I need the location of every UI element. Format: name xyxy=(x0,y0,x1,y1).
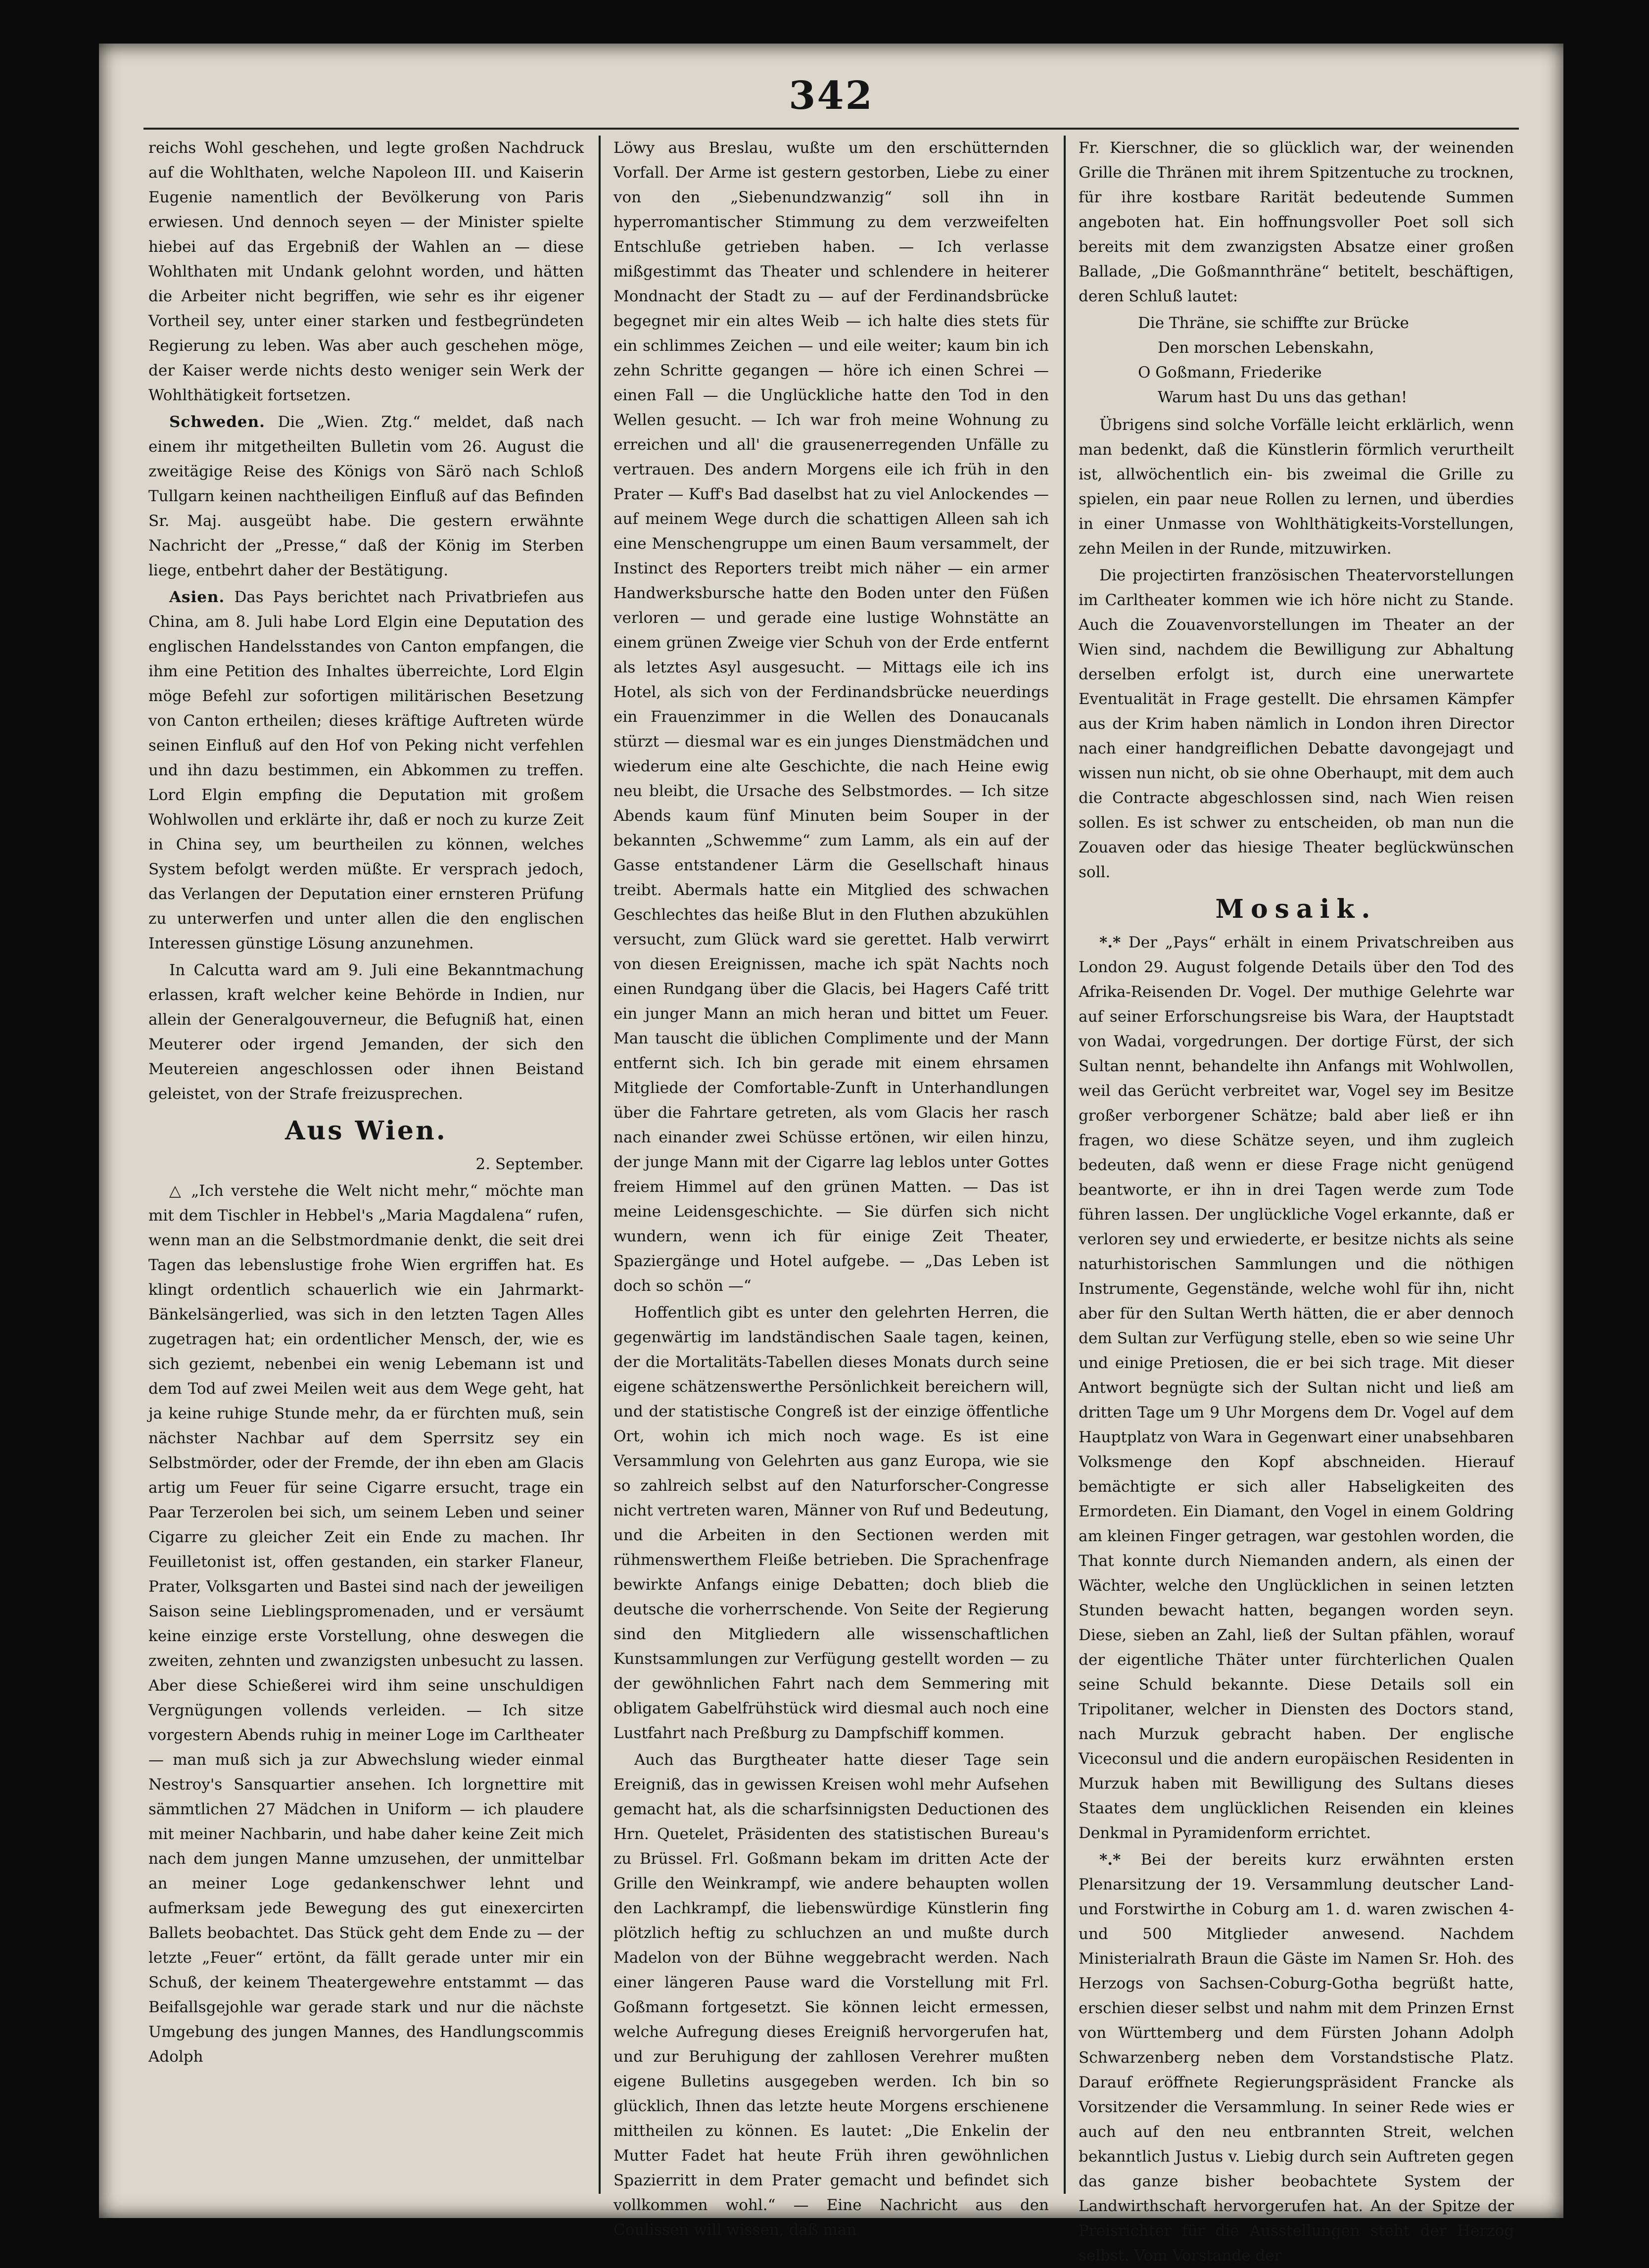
article-paragraph xyxy=(1079,136,1514,309)
paragraph-text: Löwy aus Breslau, wußte um den erschütternden Vorfall. Der Arme ist gestern gestorben, Liebe zu einer von den „Siebenundzwanzig“ soll ihn in hyperromantischer Stimmung zu dem verzweifelten Entschluße getrieben haben. — Ich verlasse mißgestimmt das Theater und schlendere in heiterer Mondnacht der Stadt zu — auf der Ferdinandsbrücke begegnet mir ein altes Weib — ich halte dies stets für ein schlimmes Zeichen — und eile weiter; kaum bin ich zehn Schritte gegangen — höre ich einen Schrei — einen Fall — die Unglückliche hatte den Tod in den Wellen gesucht. — Ich war froh meine Wohnung zu erreichen und all' die grausenerregenden Unfälle zu vertrauen. Des andern Morgens eile ich früh in den Prater — Kuff's Bad daselbst hat zu viel Anlockendes — auf meinem Wege durch die schattigen Alleen sah ich eine Menschengruppe um einen Baum versammelt, der Instinct des Reporters treibt mich näher — ein armer Handwerksbursche hatte den Boden unter den Füßen verloren — und gerade eine lustige Wohnstätte an einem grünen Zweige vier Schuh von der Erde entfernt als letztes Asyl ausgesucht. — Mittags eile ich ins Hotel, als sich von der Ferdinandsbrücke neuerdings ein Frauenzimmer in die Wellen des Donaucanals stürzt — diesmal war es ein junges Dienstmädchen und wiederum eine alte Geschichte, die nach Heine ewig neu bleibt, die Ursache des Selbstmordes. — Ich sitze Abends kaum fünf Minuten beim Souper in der bekannten „Schwemme“ zum Lamm, als ein auf der Gasse entstandener Lärm die Gesellschaft hinaus treibt. Abermals hatte ein Mitglied des schwachen Geschlechtes das heiße Blut in den Fluthen abzukühlen versucht, zum Glück ward sie gerettet. Halb verwirrt von diesen Ereignissen, mache ich spät Nachts noch einen Rundgang über die Glacis, bei Hagers Café tritt ein junger Mann an mich heran und bittet um Feuer. Man tauscht die üblichen Complimente und der Mann entfernt sich. Ich bin gerade mit einem ehrsamen Mitgliede der Comfortable-Zunft in Unterhandlungen über die Fahrtare getreten, als vom Glacis her rasch nach einander zwei Schüsse ertönen, wir eilen hinzu, der junge Mann mit der Cigarre lag leblos unter Gottes freiem Himmel auf den grünen Matten. — Das ist meine Leidensgeschichte. — Sie dürfen sich nicht wundern, wenn ich für einige Zeit Theater, Spaziergänge und Hotel aufgebe. — „Das Leben ist doch so schön —“ xyxy=(613,139,1049,1295)
paragraph-text: Der „Pays“ erhält in einem Privatschreiben aus London 29. August folgende Details über den Tod des Afrika-Reisenden Dr. Vogel. Der muthige Gelehrte war auf seiner Erforschungsreise bis Wara, der Hauptstadt von Wadai, vorgedrungen. Der dortige Fürst, der sich Sultan nennt, behandelte ihn Anfangs mit Wohlwollen, weil das Gerücht verbreitet war, Vogel sey im Besitze großer verborgener Schätze; bald aber ließ er ihn fragen, wo diese Schätze seyen, und ihm zugleich bedeuten, daß wenn er diese Frage nicht genügend beantworte, er ihn in drei Tagen werde zum Tode führen lassen. Der unglückliche Vogel erkannte, daß er verloren sey und erwiederte, er besitze nichts als seine naturhistorischen Sammlungen und die nöthigen Instrumente, Gegenstände, welche wohl für ihn, nicht aber für den Sultan Werth hätten, die er aber dennoch dem Sultan zur Verfügung stelle, eben so wie seine Uhr und einige Pretiosen, die er bei sich trage. Mit dieser Antwort begnügte sich der Sultan nicht und ließ am dritten Tage um 9 Uhr Morgens dem Dr. Vogel auf dem Hauptplatz von Wara in Gegenwart einer unabsehbaren Volksmenge den Kopf abschneiden. Hierauf bemächtigte er sich aller Habseligkeiten des Ermordeten. Ein Diamant, den Vogel in einem Goldring am kleinen Finger getragen, war gestohlen worden, die That konnte durch Niemanden andern, als einen der Wächter, welche den Unglücklichen in seinen letzten Stunden bewacht hatten, begangen worden seyn. Diese, sieben an Zahl, ließ der Sultan pfählen, worauf der eigentliche Thäter unter fürchterlichen Qualen seine Schuld bekannte. Diese Details soll ein Tripolitaner, welcher in Diensten des Doctors stand, nach Murzuk gebracht haben. Der englische Viceconsul und die andern europäischen Residenten in Murzuk haben mit Bewilligung des Sultans dieses Staates dem unglücklichen Reisenden ein kleines Denkmal in Pyramidenform errichtet. xyxy=(1079,934,1514,1842)
paragraph-mark: △ xyxy=(169,1182,184,1200)
article-paragraph xyxy=(613,1300,1049,1746)
column-divider-2 xyxy=(1064,136,1066,2194)
paragraph-text: „Ich verstehe die Welt nicht mehr,“ möchte man mit dem Tischler in Hebbel's „Maria Magdalena“ rufen, wenn man an die Selbstmordmanie denkt, die seit drei Tagen das lebenslustige frohe Wien ergriffen hat. Es klingt ordentlich schauerlich wie ein Jahrmarkt-Bänkelsängerlied, was sich in den letzten Tagen Alles zugetragen hat; ein ordentlicher Mensch, der, wie es sich geziemt, nebenbei ein wenig Lebemann ist und dem Tod auf zwei Meilen weit aus dem Wege geht, hat ja keine ruhige Stunde mehr, da er fürchten muß, sein nächster Nachbar auf dem Sperrsitz sey ein Selbstmörder, oder der Fremde, der ihn eben am Glacis artig um Feuer für seine Cigarre ersucht, trage ein Paar Terzerolen bei sich, um seinem Leben und seiner Cigarre zu gleicher Zeit ein Ende zu machen. Ihr Feuilletonist ist, offen gestanden, ein starker Flaneur, Prater, Volksgarten und Bastei sind nach der jeweiligen Saison seine Lieblingspromenaden, und er versäumt keine einzige erste Vorstellung, ohne deswegen die zweiten, zehnten und zwanzigsten unbesucht zu lassen. Aber diese Schießerei wird ihm seine unschuldigen Vergnügungen vollends verleiden. — Ich sitze vorgestern Abends ruhig in meiner Loge im Carltheater — man muß sich ja zur Abwechslung wieder einmal Nestroy's Sansquartier ansehen. Ich lorgnettire mit sämmtlichen 27 Mädchen in Uniform — ich plaudere mit meiner Nachbarin, und habe daher keine Zeit mich nach dem jungen Manne umzusehen, der unmittelbar an meiner Loge gedankenschwer lehnt und aufmerksam jede Bewegung des gut einexercirten Ballets beobachtet. Das Stück geht dem Ende zu — der letzte „Feuer“ ertönt, da fällt gerade unter mir ein Schuß, der keinem Theatergewehre entstammt — das Beifallsgejohle war gerade stark und nur die nächste Umgebung des jungen Mannes, des Handlungscommis Adolph xyxy=(148,1182,584,2066)
paragraph-text: Übrigens sind solche Vorfälle leicht erklärlich, wenn man bedenkt, daß die Künstlerin förmlich verurtheilt ist, allwöchentlich ein- bis zweimal die Grille zu spielen, ein paar neue Rollen zu lernen, und überdies in einer Unmasse von Wohlthätigkeits-Vorstellungen, zehn Meilen in der Runde, mitzuwirken. xyxy=(1079,416,1514,558)
paragraph-text: Bei der bereits kurz erwähnten ersten Plenarsitzung der 19. Versammlung deutscher Land- und Forstwirthe in Coburg am 1. d. waren zwischen 4- und 500 Mitglieder anwesend. Nachdem Ministerialrath Braun die Gäste im Namen Sr. Hoh. des Herzogs von Sachsen-Coburg-Gotha begrüßt hatte, erschien dieser selbst und nahm mit dem Prinzen Ernst von Württemberg und dem Fürsten Johann Adolph Schwarzenberg neben dem Vorstandstische Platz. Darauf eröffnete Regierungspräsident Francke als Vorsitzender die Versammlung. In seiner Rede wies er auch auf den neu entbrannten Streit, welchen bekanntlich Justus v. Liebig durch sein Auftreten gegen das ganze bisher beobachtete System der Landwirthschaft hervorgerufen hat. An der Spitze der Preisrichter für die Ausstellungen steht der Herzog selbst. Vom Vorstande der xyxy=(1079,1851,1514,2265)
article-paragraph xyxy=(1079,413,1514,561)
paragraph-text: Das Pays berichtet nach Privatbriefen aus China, am 8. Juli habe Lord Elgin eine Deputation des englischen Handelsstandes von Canton empfangen, die ihm eine Petition des Inhaltes überreichte, Lord Elgin möge Befehl zur sofortigen militärischen Besetzung von Canton ertheilen; dieses kräftige Auftreten würde seinen Einfluß auf den Hof von Peking nicht verfehlen und ihn dazu bestimmen, ein Abkommen zu treffen. Lord Elgin empfing die Deputation mit großem Wohlwollen und erklärte ihr, daß er noch zu kurze Zeit in China sey, um beurtheilen zu können, welches System befolgt werden müßte. Er versprach jedoch, das Verlangen der Deputation einer ernsteren Prüfung zu unterwerfen und unter allen die den englischen Interessen günstige Lösung anzunehmen. xyxy=(148,588,584,952)
article-paragraph xyxy=(148,585,584,956)
paragraph-text: In Calcutta ward am 9. Juli eine Bekanntmachung erlassen, kraft welcher keine Behörde in Indien, nur allein der Generalgouverneur, die Befugniß hat, einen Meuterer oder irgend Jemanden, der sich den Meutereien angeschlossen oder ihnen Beistand geleistet, von der Strafe freizusprechen. xyxy=(148,961,584,1103)
column-1 xyxy=(148,136,584,2194)
poem-line: Warum hast Du uns das gethan! xyxy=(1158,388,1408,406)
paragraph-text: Die „Wien. Ztg.“ meldet, daß nach einem ihr mitgetheilten Bulletin vom 26. August die zweitägige Reise des Königs von Särö nach Schloß Tullgarn keinen nachtheiligen Einfluß auf das Befinden Sr. Maj. ausgeübt habe. Die gestern erwähnte Nachricht der „Presse,“ daß der König im Sterben liege, entbehrt daher der Bestätigung. xyxy=(148,413,584,579)
article-paragraph xyxy=(148,958,584,1106)
column-divider-1 xyxy=(599,136,601,2194)
paragraph-text: Fr. Kierschner, die so glücklich war, der weinenden Grille die Thränen mit ihrem Spitzentuche zu trocknen, für ihre kostbare Rarität bedeutende Summen angeboten hat. Ein hoffnungsvoller Poet soll sich bereits mit dem zwanzigsten Absatze einer großen Ballade, „Die Goßmannthräne“ betitelt, beschäftigen, deren Schluß lautet: xyxy=(1079,139,1514,305)
poem-line: Die Thräne, sie schiffte zur Brücke xyxy=(1138,314,1409,332)
article-paragraph xyxy=(613,136,1049,1298)
country-lead: Schweden. xyxy=(169,413,265,431)
header-rule xyxy=(143,128,1519,130)
column-2 xyxy=(613,136,1049,2239)
page-number: 342 xyxy=(789,73,874,118)
paragraph-text: Die projectirten französischen Theatervorstellungen im Carltheater kommen wie ich höre nicht zu Stande. Auch die Zouavenvorstellungen im Theater an der Wien sind, nachdem die Bewilligung zur Abhaltung derselben erfolgt ist, durch eine unerwartete Eventualität in Frage gestellt. Die ehrsamen Kämpfer aus der Krim haben nämlich in London ihren Director nach einer handgreiflichen Debatte davongejagt und wissen nun nicht, ob sie ohne Oberhaupt, mit dem auch die Contracte abgeschlossen sind, nach Wien reisen sollen. Es ist schwer zu entscheiden, ob man nun die Zouaven oder das hiesige Theater beglückwünschen soll. xyxy=(1079,567,1514,881)
paragraph-mark: *.* xyxy=(1099,1851,1121,1869)
article-paragraph xyxy=(148,410,584,583)
paragraph-text: Auch das Burgtheater hatte dieser Tage sein Ereigniß, das in gewissen Kreisen wohl mehr Aufsehen gemacht hat, als die scharfsinnigsten Deductionen des Hrn. Quetelet, Präsidenten des statistischen Bureau's zu Brüssel. Frl. Goßmann bekam im dritten Acte der Grille den Weinkrampf, wie andere behaupten wollen den Lachkrampf, die liebenswürdige Künstlerin fing plötzlich heftig zu schluchzen an und mußte durch Madelon von der Bühne weggebracht werden. Nach einer längeren Pause ward die Vorstellung mit Frl. Goßmann fortgesetzt. Sie können leicht ermessen, welche Aufregung dieses Ereigniß hervorgerufen hat, und zur Beruhigung der zahllosen Verehrer mußten eigene Bulletins ausgegeben werden. Ich bin so glücklich, Ihnen das letzte heute Morgens erschienene mittheilen zu können. Es lautet: „Die Enkelin der Mutter Fadet hat heute Früh ihren gewöhnlichen Spazierritt in dem Prater gemacht und befindet sich vollkommen wohl.“ — Eine Nachricht aus den Coulissen will wissen, daß man xyxy=(613,1751,1049,2239)
newspaper-page xyxy=(99,44,1563,2265)
section-heading: Mosaik. xyxy=(1215,894,1377,924)
article-paragraph xyxy=(148,136,584,408)
article-paragraph xyxy=(1079,930,1514,1845)
poem-verse xyxy=(1138,311,1514,410)
poem-line: Den morschen Lebenskahn, xyxy=(1158,339,1374,357)
article-paragraph xyxy=(1079,1847,1514,2268)
country-lead: Asien. xyxy=(169,588,225,606)
dateline: 2. September. xyxy=(475,1155,584,1173)
section-heading: Aus Wien. xyxy=(285,1116,447,1146)
article-paragraph xyxy=(613,1748,1049,2242)
paragraph-mark: *.* xyxy=(1099,934,1121,951)
column-3 xyxy=(1079,136,1514,2265)
paragraph-text: Hoffentlich gibt es unter den gelehrten Herren, die gegenwärtig im landständischen Saale tagen, keinen, der die Mortalitäts-Tabellen dieses Monats durch seine eigene schätzenswerthe Persönlichkeit bereichern will, und der statistische Congreß ist der einzige öffentliche Ort, wohin ich mich noch wage. Es ist eine Versammlung von Gelehrten aus ganz Europa, wie sie so zahlreich selbst auf den Naturforscher-Congresse nicht vertreten waren, Männer von Ruf und Bedeutung, und die Arbeiten in den Sectionen werden mit rühmenswerthem Fleiße betrieben. Die Sprachenfrage bewirkte Anfangs einige Debatten; doch blieb die deutsche die vorherrschende. Von Seite der Regierung sind den Mitgliedern alle wissenschaftlichen Kunstsammlungen zur Verfügung gestellt worden — zu der gewöhnlichen Fahrt nach dem Semmering mit obligatem Gabelfrühstück wird diesmal auch noch eine Lustfahrt nach Preßburg zu Dampfschiff kommen. xyxy=(613,1304,1049,1742)
poem-line: O Goßmann, Friederike xyxy=(1138,364,1322,381)
paragraph-text: reichs Wohl geschehen, und legte großen Nachdruck auf die Wohlthaten, welche Napoleon III. und Kaiserin Eugenie namentlich der Bevölkerung von Paris erwiesen. Und dennoch seyen — der Minister spielte hiebei auf das Ergebniß der Wahlen an — diese Wohlthaten mit Undank gelohnt worden, und hätten die Arbeiter nicht begriffen, wie sehr es ihr eigener Vortheil sey, unter einer starken und festbegründeten Regierung zu leben. Was aber auch geschehen möge, der Kaiser werde nichts desto weniger sein Werk der Wohlthätigkeit fortsetzen. xyxy=(148,139,584,404)
article-paragraph xyxy=(148,1179,584,2069)
article-paragraph xyxy=(1079,563,1514,885)
